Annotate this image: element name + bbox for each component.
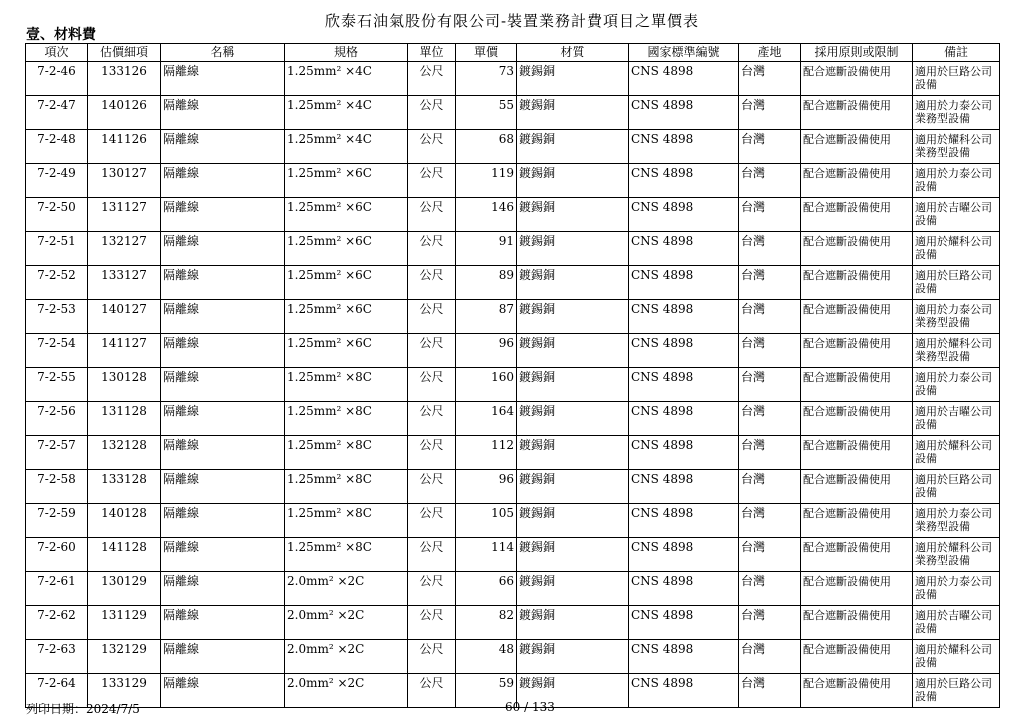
price-table <box>25 43 1000 708</box>
table-row <box>26 232 1000 266</box>
row-material: 鍍錫銅 <box>517 198 629 232</box>
row-principle: 配合遮斷設備使用 <box>801 538 913 572</box>
row-origin: 台灣 <box>739 606 801 640</box>
row-no: 7-2-55 <box>26 368 88 402</box>
row-unit: 公尺 <box>408 504 456 538</box>
row-standard: CNS 4898 <box>629 164 739 198</box>
row-principle: 配合遮斷設備使用 <box>801 606 913 640</box>
row-remark: 適用於力泰公司業務型設備 <box>913 504 1000 538</box>
row-principle: 配合遮斷設備使用 <box>801 96 913 130</box>
row-price: 91 <box>456 232 517 266</box>
table-row <box>26 130 1000 164</box>
table-row <box>26 368 1000 402</box>
table-row <box>26 300 1000 334</box>
row-standard: CNS 4898 <box>629 572 739 606</box>
row-principle: 配合遮斷設備使用 <box>801 232 913 266</box>
row-remark: 適用於力泰公司設備 <box>913 164 1000 198</box>
row-origin: 台灣 <box>739 504 801 538</box>
row-no: 7-2-49 <box>26 164 88 198</box>
row-unit: 公尺 <box>408 266 456 300</box>
row-price: 96 <box>456 470 517 504</box>
document-title: 欣泰石油氣股份有限公司-裝置業務計費項目之單價表 <box>324 12 700 30</box>
row-principle: 配合遮斷設備使用 <box>801 300 913 334</box>
row-name: 隔離線 <box>161 402 285 436</box>
row-no: 7-2-62 <box>26 606 88 640</box>
col-header-origin: 產地 <box>739 44 801 62</box>
row-unit: 公尺 <box>408 640 456 674</box>
row-spec: 1.25mm² ×6C <box>285 266 408 300</box>
row-material: 鍍錫銅 <box>517 606 629 640</box>
row-remark: 適用於力泰公司設備 <box>913 368 1000 402</box>
row-no: 7-2-56 <box>26 402 88 436</box>
row-standard: CNS 4898 <box>629 130 739 164</box>
row-material: 鍍錫銅 <box>517 232 629 266</box>
row-no: 7-2-63 <box>26 640 88 674</box>
row-name: 隔離線 <box>161 572 285 606</box>
row-spec: 2.0mm² ×2C <box>285 640 408 674</box>
row-spec: 1.25mm² ×8C <box>285 368 408 402</box>
row-price: 114 <box>456 538 517 572</box>
row-code: 133129 <box>88 674 161 708</box>
row-principle: 配合遮斷設備使用 <box>801 674 913 708</box>
col-header-code: 估價細項 <box>88 44 161 62</box>
row-unit: 公尺 <box>408 674 456 708</box>
row-standard: CNS 4898 <box>629 266 739 300</box>
table-row <box>26 334 1000 368</box>
row-no: 7-2-64 <box>26 674 88 708</box>
col-header-remark: 備註 <box>913 44 1000 62</box>
row-spec: 1.25mm² ×8C <box>285 436 408 470</box>
row-principle: 配合遮斷設備使用 <box>801 640 913 674</box>
row-no: 7-2-54 <box>26 334 88 368</box>
row-price: 73 <box>456 62 517 96</box>
row-standard: CNS 4898 <box>629 300 739 334</box>
row-unit: 公尺 <box>408 198 456 232</box>
row-price: 68 <box>456 130 517 164</box>
row-code: 133127 <box>88 266 161 300</box>
table-row <box>26 96 1000 130</box>
row-origin: 台灣 <box>739 266 801 300</box>
row-origin: 台灣 <box>739 470 801 504</box>
row-principle: 配合遮斷設備使用 <box>801 368 913 402</box>
row-spec: 1.25mm² ×6C <box>285 164 408 198</box>
row-unit: 公尺 <box>408 368 456 402</box>
row-name: 隔離線 <box>161 130 285 164</box>
row-unit: 公尺 <box>408 538 456 572</box>
row-principle: 配合遮斷設備使用 <box>801 572 913 606</box>
row-spec: 1.25mm² ×6C <box>285 198 408 232</box>
row-unit: 公尺 <box>408 164 456 198</box>
row-standard: CNS 4898 <box>629 606 739 640</box>
row-code: 132129 <box>88 640 161 674</box>
row-unit: 公尺 <box>408 96 456 130</box>
row-no: 7-2-50 <box>26 198 88 232</box>
row-origin: 台灣 <box>739 538 801 572</box>
table-body <box>26 62 1000 708</box>
row-name: 隔離線 <box>161 62 285 96</box>
row-origin: 台灣 <box>739 96 801 130</box>
row-remark: 適用於力泰公司業務型設備 <box>913 300 1000 334</box>
row-no: 7-2-57 <box>26 436 88 470</box>
table-row <box>26 266 1000 300</box>
row-code: 130128 <box>88 368 161 402</box>
row-name: 隔離線 <box>161 198 285 232</box>
row-name: 隔離線 <box>161 334 285 368</box>
row-standard: CNS 4898 <box>629 232 739 266</box>
row-remark: 適用於吉曜公司設備 <box>913 606 1000 640</box>
row-code: 141127 <box>88 334 161 368</box>
row-code: 132128 <box>88 436 161 470</box>
row-origin: 台灣 <box>739 402 801 436</box>
row-origin: 台灣 <box>739 334 801 368</box>
row-principle: 配合遮斷設備使用 <box>801 402 913 436</box>
row-code: 130127 <box>88 164 161 198</box>
row-standard: CNS 4898 <box>629 402 739 436</box>
row-name: 隔離線 <box>161 96 285 130</box>
row-origin: 台灣 <box>739 436 801 470</box>
page-number: 60 / 133 <box>505 700 555 714</box>
row-material: 鍍錫銅 <box>517 164 629 198</box>
row-remark: 適用於巨路公司設備 <box>913 266 1000 300</box>
row-no: 7-2-53 <box>26 300 88 334</box>
row-remark: 適用於耀科公司業務型設備 <box>913 538 1000 572</box>
row-material: 鍍錫銅 <box>517 674 629 708</box>
row-remark: 適用於力泰公司業務型設備 <box>913 96 1000 130</box>
row-unit: 公尺 <box>408 470 456 504</box>
row-no: 7-2-60 <box>26 538 88 572</box>
row-origin: 台灣 <box>739 164 801 198</box>
col-header-name: 名稱 <box>161 44 285 62</box>
row-unit: 公尺 <box>408 300 456 334</box>
row-no: 7-2-59 <box>26 504 88 538</box>
row-standard: CNS 4898 <box>629 470 739 504</box>
row-remark: 適用於巨路公司設備 <box>913 62 1000 96</box>
row-remark: 適用於耀科公司設備 <box>913 436 1000 470</box>
row-origin: 台灣 <box>739 674 801 708</box>
row-unit: 公尺 <box>408 334 456 368</box>
row-material: 鍍錫銅 <box>517 640 629 674</box>
row-spec: 2.0mm² ×2C <box>285 606 408 640</box>
row-name: 隔離線 <box>161 266 285 300</box>
section-title: 壹、材料費 <box>26 27 96 43</box>
row-remark: 適用於耀科公司業務型設備 <box>913 130 1000 164</box>
row-code: 133126 <box>88 62 161 96</box>
col-header-spec: 規格 <box>285 44 408 62</box>
row-origin: 台灣 <box>739 640 801 674</box>
row-price: 96 <box>456 334 517 368</box>
row-price: 119 <box>456 164 517 198</box>
row-code: 132127 <box>88 232 161 266</box>
row-standard: CNS 4898 <box>629 640 739 674</box>
row-price: 66 <box>456 572 517 606</box>
row-principle: 配合遮斷設備使用 <box>801 334 913 368</box>
row-standard: CNS 4898 <box>629 198 739 232</box>
row-price: 55 <box>456 96 517 130</box>
row-material: 鍍錫銅 <box>517 470 629 504</box>
row-origin: 台灣 <box>739 572 801 606</box>
row-material: 鍍錫銅 <box>517 334 629 368</box>
row-remark: 適用於吉曜公司設備 <box>913 402 1000 436</box>
row-standard: CNS 4898 <box>629 674 739 708</box>
row-material: 鍍錫銅 <box>517 402 629 436</box>
row-unit: 公尺 <box>408 232 456 266</box>
row-origin: 台灣 <box>739 368 801 402</box>
row-unit: 公尺 <box>408 402 456 436</box>
row-name: 隔離線 <box>161 470 285 504</box>
row-unit: 公尺 <box>408 606 456 640</box>
row-name: 隔離線 <box>161 300 285 334</box>
row-price: 82 <box>456 606 517 640</box>
row-standard: CNS 4898 <box>629 504 739 538</box>
row-price: 89 <box>456 266 517 300</box>
row-no: 7-2-51 <box>26 232 88 266</box>
row-principle: 配合遮斷設備使用 <box>801 164 913 198</box>
row-standard: CNS 4898 <box>629 62 739 96</box>
row-no: 7-2-47 <box>26 96 88 130</box>
row-spec: 1.25mm² ×8C <box>285 402 408 436</box>
row-no: 7-2-58 <box>26 470 88 504</box>
table-header-row <box>26 44 1000 62</box>
table-row <box>26 504 1000 538</box>
table-row <box>26 538 1000 572</box>
row-remark: 適用於耀科公司設備 <box>913 232 1000 266</box>
col-header-material: 材質 <box>517 44 629 62</box>
row-origin: 台灣 <box>739 130 801 164</box>
row-material: 鍍錫銅 <box>517 368 629 402</box>
row-remark: 適用於巨路公司設備 <box>913 470 1000 504</box>
row-principle: 配合遮斷設備使用 <box>801 436 913 470</box>
row-spec: 1.25mm² ×8C <box>285 538 408 572</box>
row-material: 鍍錫銅 <box>517 62 629 96</box>
row-principle: 配合遮斷設備使用 <box>801 470 913 504</box>
row-principle: 配合遮斷設備使用 <box>801 130 913 164</box>
row-code: 133128 <box>88 470 161 504</box>
row-unit: 公尺 <box>408 436 456 470</box>
row-name: 隔離線 <box>161 538 285 572</box>
row-code: 140127 <box>88 300 161 334</box>
row-spec: 1.25mm² ×6C <box>285 300 408 334</box>
row-origin: 台灣 <box>739 62 801 96</box>
table-row <box>26 402 1000 436</box>
row-remark: 適用於力泰公司設備 <box>913 572 1000 606</box>
row-spec: 1.25mm² ×6C <box>285 232 408 266</box>
row-material: 鍍錫銅 <box>517 436 629 470</box>
row-material: 鍍錫銅 <box>517 572 629 606</box>
row-name: 隔離線 <box>161 368 285 402</box>
row-remark: 適用於巨路公司設備 <box>913 674 1000 708</box>
row-standard: CNS 4898 <box>629 368 739 402</box>
row-spec: 2.0mm² ×2C <box>285 572 408 606</box>
row-name: 隔離線 <box>161 606 285 640</box>
row-principle: 配合遮斷設備使用 <box>801 198 913 232</box>
row-material: 鍍錫銅 <box>517 266 629 300</box>
col-header-price: 單價 <box>456 44 517 62</box>
row-spec: 1.25mm² ×4C <box>285 130 408 164</box>
row-code: 131129 <box>88 606 161 640</box>
row-name: 隔離線 <box>161 504 285 538</box>
row-remark: 適用於耀科公司業務型設備 <box>913 334 1000 368</box>
row-material: 鍍錫銅 <box>517 504 629 538</box>
row-spec: 1.25mm² ×6C <box>285 334 408 368</box>
row-price: 112 <box>456 436 517 470</box>
row-price: 48 <box>456 640 517 674</box>
row-price: 87 <box>456 300 517 334</box>
print-date: 列印日期：2024/7/5 <box>26 702 140 716</box>
table-row <box>26 164 1000 198</box>
row-code: 130129 <box>88 572 161 606</box>
row-no: 7-2-48 <box>26 130 88 164</box>
row-code: 141128 <box>88 538 161 572</box>
row-code: 141126 <box>88 130 161 164</box>
row-name: 隔離線 <box>161 674 285 708</box>
row-spec: 2.0mm² ×2C <box>285 674 408 708</box>
table-row <box>26 198 1000 232</box>
row-code: 140126 <box>88 96 161 130</box>
row-principle: 配合遮斷設備使用 <box>801 266 913 300</box>
row-material: 鍍錫銅 <box>517 96 629 130</box>
row-unit: 公尺 <box>408 62 456 96</box>
table-row <box>26 572 1000 606</box>
row-principle: 配合遮斷設備使用 <box>801 504 913 538</box>
row-name: 隔離線 <box>161 436 285 470</box>
col-header-principle: 採用原則或限制 <box>801 44 913 62</box>
row-no: 7-2-61 <box>26 572 88 606</box>
row-spec: 1.25mm² ×4C <box>285 96 408 130</box>
row-origin: 台灣 <box>739 232 801 266</box>
row-unit: 公尺 <box>408 572 456 606</box>
row-code: 140128 <box>88 504 161 538</box>
row-name: 隔離線 <box>161 640 285 674</box>
row-code: 131127 <box>88 198 161 232</box>
table-row <box>26 470 1000 504</box>
row-material: 鍍錫銅 <box>517 300 629 334</box>
row-standard: CNS 4898 <box>629 436 739 470</box>
col-header-no: 項次 <box>26 44 88 62</box>
row-standard: CNS 4898 <box>629 334 739 368</box>
row-spec: 1.25mm² ×4C <box>285 62 408 96</box>
row-unit: 公尺 <box>408 130 456 164</box>
row-price: 164 <box>456 402 517 436</box>
row-code: 131128 <box>88 402 161 436</box>
table-row <box>26 606 1000 640</box>
table-row <box>26 640 1000 674</box>
table-row <box>26 436 1000 470</box>
row-origin: 台灣 <box>739 198 801 232</box>
row-price: 146 <box>456 198 517 232</box>
row-material: 鍍錫銅 <box>517 130 629 164</box>
row-material: 鍍錫銅 <box>517 538 629 572</box>
row-standard: CNS 4898 <box>629 96 739 130</box>
row-spec: 1.25mm² ×8C <box>285 504 408 538</box>
col-header-unit: 單位 <box>408 44 456 62</box>
col-header-standard: 國家標準編號 <box>629 44 739 62</box>
row-spec: 1.25mm² ×8C <box>285 470 408 504</box>
row-origin: 台灣 <box>739 300 801 334</box>
row-no: 7-2-52 <box>26 266 88 300</box>
row-name: 隔離線 <box>161 164 285 198</box>
row-price: 105 <box>456 504 517 538</box>
row-price: 160 <box>456 368 517 402</box>
row-principle: 配合遮斷設備使用 <box>801 62 913 96</box>
row-name: 隔離線 <box>161 232 285 266</box>
row-remark: 適用於耀科公司設備 <box>913 640 1000 674</box>
table-row <box>26 62 1000 96</box>
row-standard: CNS 4898 <box>629 538 739 572</box>
row-remark: 適用於吉曜公司設備 <box>913 198 1000 232</box>
row-price: 59 <box>456 674 517 708</box>
row-no: 7-2-46 <box>26 62 88 96</box>
